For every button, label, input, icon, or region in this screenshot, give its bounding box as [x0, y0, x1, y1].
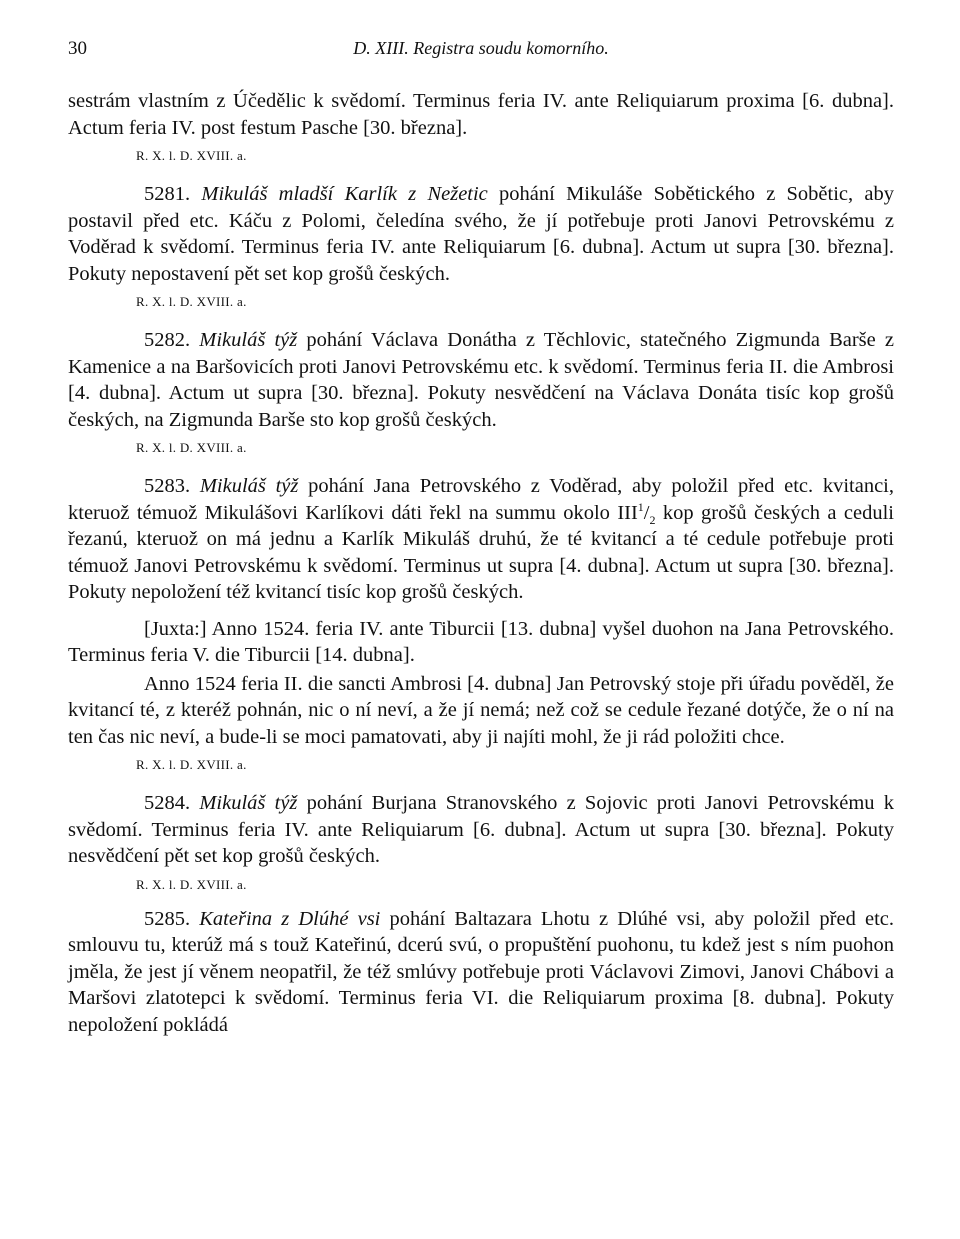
fraction-numerator: 1 [637, 499, 644, 514]
archive-reference: R. X. l. D. XVIII. a. [136, 876, 247, 892]
entry-text: kop grošů českých a ceduli řezanú, kteruož on má jednu a Karlík Mikuláš druhú, že té kvitancí a té cedule potřebuje proti témuož Janovi Petrovskému k svědomí. Terminus ut supra [4. dubna]. Actum ut supra [30. března]. Pokuty nepoložení též kvitancí tisíc kop grošů českých. [68, 501, 894, 603]
entry-number: 5284. [144, 792, 191, 814]
archive-reference: R. X. l. D. XVIII. a. [136, 440, 247, 455]
entry-continuation [68, 88, 894, 141]
entry-names: Mikuláš týž [199, 792, 298, 814]
page-body [68, 88, 894, 1038]
fraction: $^1/_2$ [637, 499, 656, 527]
entry-5283-anno: Anno 1524 feria II. die sancti Ambrosi [4. dubna] Jan Petrovský stoje při úřadu pověděl, že kvitancí té, z kteréž pohnán, nic o ní neví, a že jí nemá; než což se cedule řezané dotýče, že o ní na ten čas nic neví, a bude-li se moci pamatovati, aby ji najíti mohl, že ji rád položiti chce. [68, 672, 894, 748]
entry-number: 5283. [144, 475, 191, 497]
archive-reference: R. X. l. D. XVIII. a. [136, 757, 247, 772]
entry-5284 [68, 790, 894, 870]
entry-names: Mikuláš mladší Karlík z Nežetic [201, 183, 488, 205]
entry-5282 [68, 327, 894, 433]
entry-5285 [68, 906, 894, 1039]
entry-number: 5282. [144, 329, 191, 351]
entry-5283-juxta: [Juxta:] Anno 1524. feria IV. ante Tiburcii [13. dubna] vyšel duohon na Jana Petrovského. Terminus feria V. die Tiburcii [14. dubna]. [68, 617, 894, 666]
entry-names: Mikuláš týž [199, 329, 298, 351]
archive-reference: R. X. l. D. XVIII. a. [136, 148, 247, 163]
entry-text: pohání Jana Petrovského z Voděrad, aby položil před etc. kvitanci, kteruož témuož Mikulášovi Karlíkovi dáti řekl na summu okolo III [68, 475, 895, 524]
entry-names: Mikuláš týž [199, 475, 299, 497]
fraction-denominator: 2 [649, 512, 656, 527]
entry-names: Kateřina z Dlúhé vsi [199, 907, 381, 930]
entry-number: 5281. [144, 183, 191, 205]
entry-text: sestrám vlastním z Účedělic k svědomí. Terminus feria IV. ante Reliquiarum proxima [6. dubna]. Actum feria IV. post festum Pasche [30. března]. [68, 90, 894, 139]
entry-text: pohání Burjana Stranovského z Sojovic proti Janovi Petrovskému k svědomí. Terminus feria IV. ante Reliquiarum [6. dubna]. Actum ut supra [30. března]. Pokuty nesvědčení pět set kop grošů českých. [68, 792, 895, 867]
entry-5283 [68, 473, 894, 606]
archive-reference: R. X. l. D. XVIII. a. [136, 294, 247, 309]
entry-number: 5285. [144, 907, 191, 930]
entry-text: pohání Václava Donátha z Těchlovic, statečného Zigmunda Barše z Kamenice a na Baršovicích proti Janovi Petrovskému etc. k svědomí. Terminus feria II. die Ambrosi [4. dubna]. Actum ut supra [30. března]. Pokuty nesvědčení na Václava Donáta tisíc kop grošů českých, na Zigmunda Barše sto kop grošů českých. [68, 329, 894, 431]
entry-5281 [68, 181, 894, 287]
entry-text: pohání Baltazara Lhotu z Dlúhé vsi, aby položil před etc. smlouvu tu, kterúž má s touž Kateřinú, dcerú svú, o propuštění puohonu, tu kdež jest s ním puohon jměla, že jest jí věnem neopatřil, že též smlúvy potřebuje proti Václavovi Zimovi, Janovi Chábovi a Maršovi zlatotepci k svědomí. Terminus feria VI. die Reliquiarum proxima [8. dubna]. Pokuty nepoložení pokládá [68, 907, 894, 1036]
page-number: 30 [68, 38, 87, 59]
entry-text: pohání Mikuláše Sobětického z Sobětic, aby postavil před etc. Káču z Polomi, čeledína svého, že jí potřebuje proti Janovi Petrovskému z Voděrad k svědomí. Terminus feria IV. ante Reliquiarum [6. dubna]. Actum ut supra [30. března]. Pokuty nepostavení pět set kop grošů českých. [68, 183, 894, 285]
running-title: D. XIII. Registra soudu komorního. [353, 38, 609, 58]
page-header [68, 38, 894, 64]
